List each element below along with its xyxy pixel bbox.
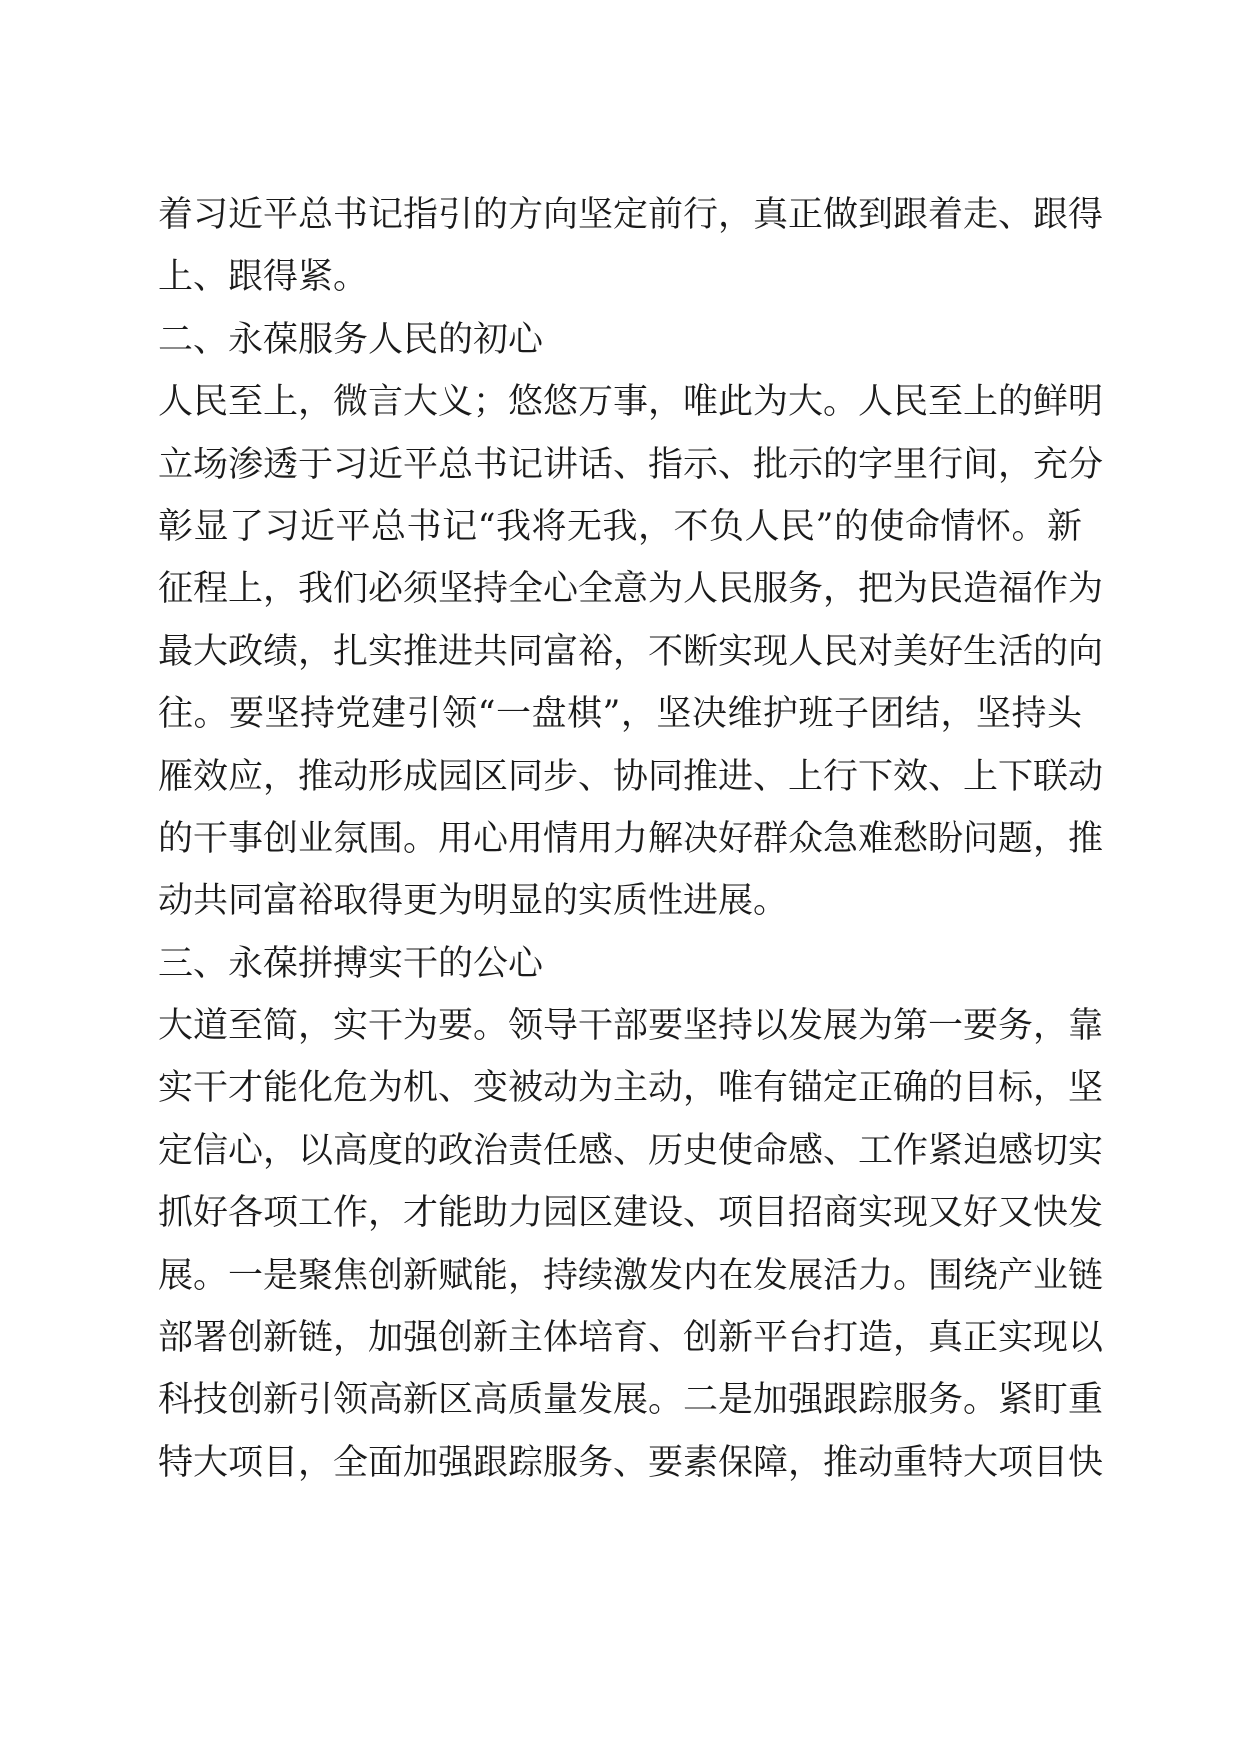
text-line: 彰显了习近平总书记“我将无我，不负人民”的使命情怀。新 (158, 506, 1082, 547)
text-line: 雁效应，推动形成园区同步、协同推进、上行下效、上下联动 (158, 756, 1104, 797)
text-line: 特大项目，全面加强跟踪服务、要素保障，推动重特大项目快 (158, 1442, 1104, 1483)
text-line: 实干才能化危为机、变被动为主动，唯有锚定正确的目标，坚 (158, 1068, 1104, 1109)
text-line: 着习近平总书记指引的方向坚定前行，真正做到跟着走、跟得 (158, 195, 1104, 235)
section-heading: 三、永葆拼搏实干的公心 (158, 943, 544, 984)
text-line: 部署创新链，加强创新主体培育、创新平台打造，真正实现以 (158, 1318, 1104, 1359)
text-line: 上、跟得紧。 (158, 257, 369, 298)
text-line: 抓好各项工作，才能助力园区建设、项目招商实现又好又快发 (158, 1193, 1104, 1234)
text-line: 立场渗透于习近平总书记讲话、指示、批示的字里行间，充分 (158, 444, 1104, 485)
text-line: 征程上，我们必须坚持全心全意为人民服务，把为民造福作为 (158, 569, 1104, 610)
body-text (158, 184, 1104, 1494)
text-line: 展。一是聚焦创新赋能，持续激发内在发展活力。围绕产业链 (158, 1255, 1104, 1296)
text-line: 定信心，以高度的政治责任感、历史使命感、工作紧迫感切实 (158, 1130, 1104, 1171)
text-line: 的干事创业氛围。用心用情用力解决好群众急难愁盼问题，推 (158, 818, 1104, 859)
text-line: 往。要坚持党建引领“一盘棋”，坚决维护班子团结，坚持头 (158, 694, 1082, 735)
text-line: 大道至简，实干为要。领导干部要坚持以发展为第一要务，靠 (158, 1006, 1104, 1047)
section-heading: 二、永葆服务人民的初心 (158, 319, 544, 360)
text-line: 科技创新引领高新区高质量发展。二是加强跟踪服务。紧盯重 (158, 1380, 1104, 1421)
text-line: 最大政绩，扎实推进共同富裕，不断实现人民对美好生活的向 (158, 631, 1104, 672)
text-line: 人民至上，微言大义；悠悠万事，唯此为大。人民至上的鲜明 (158, 382, 1104, 423)
text-line: 动共同富裕取得更为明显的实质性进展。 (158, 881, 789, 922)
